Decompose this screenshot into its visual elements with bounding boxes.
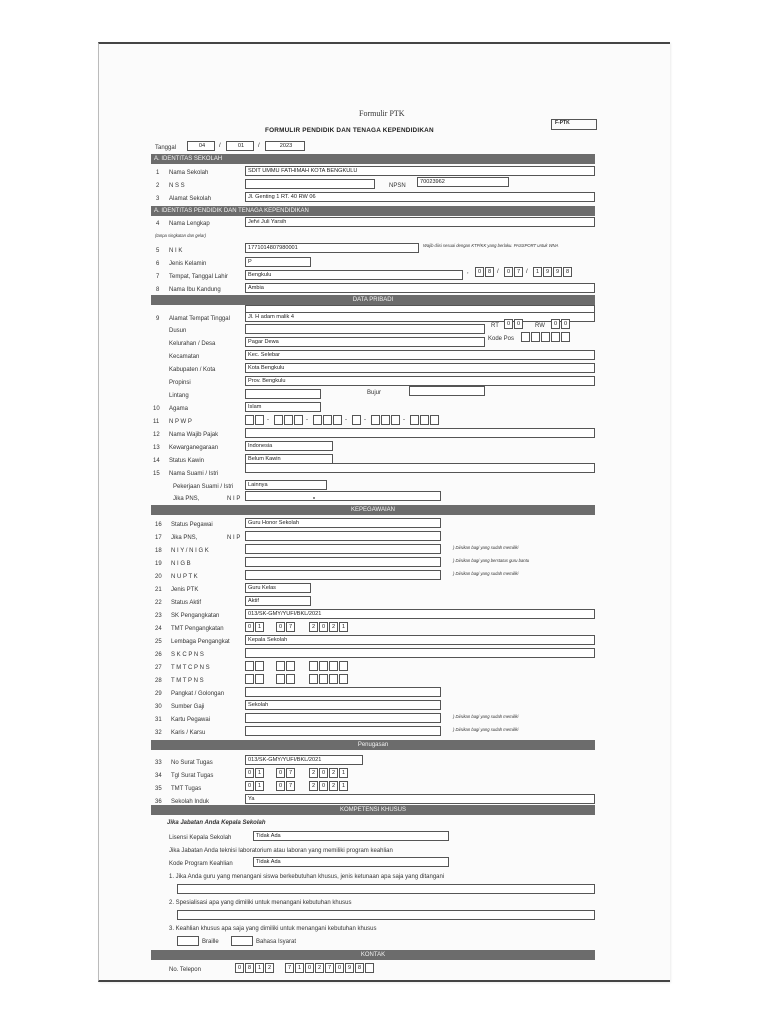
birth-place-field[interactable]: Bengkulu (245, 270, 463, 280)
rt-label: RT (491, 323, 499, 329)
assignment-date-label: Tgl Surat Tugas (171, 773, 214, 779)
row-number: 14 (153, 458, 160, 464)
rw-digit[interactable]: 0 (561, 319, 570, 329)
tmt-digit[interactable]: 2 (329, 622, 338, 632)
tmt-pns-digit[interactable] (245, 674, 254, 684)
date-slash: / (219, 143, 221, 149)
kabupaten-field[interactable]: Kota Bengkulu (245, 363, 595, 373)
form-paper (98, 42, 670, 982)
salary-source-label: Sumber Gaji (171, 704, 205, 710)
rt-digit[interactable]: 0 (514, 319, 523, 329)
tmt-digit[interactable]: 0 (245, 622, 254, 632)
tmt-cpns-digit[interactable] (319, 661, 328, 671)
sign-language-checkbox[interactable] (231, 936, 253, 946)
birth-year-digit[interactable]: 8 (563, 267, 572, 277)
dusun-field[interactable] (245, 324, 485, 334)
row-number: 29 (155, 691, 162, 697)
specialization-question: 2. Spesialisasi apa yang dimiliki untuk menangani kebutuhan khusus (169, 900, 352, 906)
postal-digit[interactable] (531, 332, 540, 342)
section-header-competency: KOMPETENSI KHUSUS (151, 805, 595, 815)
npwp-separator: - (267, 417, 269, 423)
gender-field[interactable]: P (245, 257, 311, 267)
appointing-body-field[interactable]: Kepala Sekolah (245, 635, 595, 645)
row-number: 21 (155, 587, 162, 593)
tmt-cpns-digit[interactable] (255, 661, 264, 671)
school-name-field[interactable]: SDIT UMMU FATHIMAH KOTA BENGKULU (245, 166, 595, 176)
rank-field[interactable] (245, 687, 441, 697)
date-year-field[interactable]: 2023 (265, 141, 305, 151)
assignment-date-digit[interactable]: 7 (286, 768, 295, 778)
section-header-employment: KEPEGAWAIAN (151, 505, 595, 515)
kabupaten-label: Kabupaten / Kota (169, 367, 216, 373)
karis-label: Karis / Karsu (171, 730, 206, 736)
tmt-digit[interactable]: 0 (319, 622, 328, 632)
tmt-pns-digit[interactable] (309, 674, 318, 684)
bujur-label: Bujur (367, 390, 382, 396)
sk-appointment-label: SK Pengangkatan (171, 613, 220, 619)
tmt-cpns-digit[interactable] (276, 661, 285, 671)
spouse-pns-label: Jika PNS, (173, 496, 200, 502)
spouse-name-label: Nama Suami / Istri (169, 471, 219, 477)
tmt-cpns-digit[interactable] (309, 661, 318, 671)
nip-label: N I P (227, 535, 241, 541)
braille-label: Braille (202, 939, 219, 945)
tmt-cpns-digit[interactable] (286, 661, 295, 671)
rt-digit[interactable]: 0 (504, 319, 513, 329)
form-title: FORMULIR PENDIDIK DAN TENAGA KEPENDIDIKAN (265, 127, 434, 134)
spouse-nip-field[interactable] (245, 491, 441, 501)
ptk-type-field[interactable]: Guru Kelas (245, 583, 311, 593)
tmt-pns-digit[interactable] (255, 674, 264, 684)
phone-digit[interactable]: 1 (255, 963, 264, 973)
date-day-field[interactable]: 04 (187, 141, 215, 151)
form-code: F-PTK (551, 119, 597, 130)
birth-year-digit[interactable]: 9 (543, 267, 552, 277)
pns-label: Jika PNS, (171, 535, 198, 541)
row-number: 17 (155, 535, 162, 541)
postal-code-label: Kode Pos (488, 336, 515, 342)
kelurahan-field[interactable]: Pagar Dewa (245, 337, 485, 347)
row-number: 13 (153, 445, 160, 451)
birth-day-digit[interactable]: 8 (485, 267, 494, 277)
assignment-date-digit[interactable]: 1 (339, 768, 348, 778)
assignment-letter-label: No Surat Tugas (171, 760, 213, 766)
tmt-pns-digit[interactable] (286, 674, 295, 684)
npwp-digit[interactable] (371, 415, 380, 425)
employee-status-field[interactable]: Guru Honor Sekolah (245, 518, 441, 528)
spouse-name-field[interactable] (245, 463, 595, 473)
postal-digit[interactable] (561, 332, 570, 342)
program-code-label: Kode Program Keahlian (169, 861, 233, 867)
assignment-date-digit[interactable]: 1 (255, 768, 264, 778)
employee-card-label: Kartu Pegawai (171, 717, 211, 723)
kelurahan-label: Kelurahan / Desa (169, 341, 216, 347)
tmt-cpns-digit[interactable] (245, 661, 254, 671)
tmt-assignment-digit[interactable]: 0 (319, 781, 328, 791)
nigb-note: ) Diisikan bagi yang berstatus guru bantu (453, 558, 530, 563)
row-number: 30 (155, 704, 162, 710)
phone-digit[interactable]: 2 (315, 963, 324, 973)
spouse-job-label: Pekerjaan Suami / Istri (173, 484, 234, 490)
row-number: 2 (156, 183, 160, 189)
assignment-date-digit[interactable]: 2 (329, 768, 338, 778)
school-address-field[interactable]: Jl. Genting 1 RT. 40 RW 06 (245, 192, 595, 202)
niy-label: N I Y / N I G K (171, 548, 209, 554)
npwp-separator: - (306, 417, 308, 423)
npwp-digit[interactable] (410, 415, 419, 425)
full-name-label: Nama Lengkap (169, 221, 210, 227)
rw-digit[interactable]: 0 (551, 319, 560, 329)
specialization-field[interactable] (177, 910, 595, 920)
school-address-label: Alamat Sekolah (169, 196, 212, 202)
row-number: 28 (155, 678, 162, 684)
marital-status-field[interactable]: Belum Kawin (245, 454, 333, 464)
birth-label: Tempat, Tanggal Lahir (169, 274, 228, 280)
lintang-field[interactable] (245, 389, 321, 399)
tmt-assignment-digit[interactable]: 1 (255, 781, 264, 791)
tmt-assignment-digit[interactable]: 2 (309, 781, 318, 791)
license-field[interactable]: Tidak Ada (253, 831, 449, 841)
parent-school-label: Sekolah Induk (171, 799, 210, 805)
ink-dot (313, 497, 315, 499)
row-number: 9 (156, 316, 160, 322)
active-status-field[interactable]: Aktif (245, 596, 311, 606)
kecamatan-field[interactable]: Kec. Selebar (245, 350, 595, 360)
gender-label: Jenis Kelamin (169, 261, 207, 267)
row-number: 36 (155, 799, 162, 805)
npwp-digit[interactable] (333, 415, 342, 425)
nik-note: Wajib diisi sesuai dengan KTP/KK yang berlaku. PASSPORT untuk WNA (423, 243, 559, 248)
row-number: 33 (155, 760, 162, 766)
phone-digit[interactable]: 0 (335, 963, 344, 973)
special-needs-field[interactable] (177, 884, 595, 894)
mother-name-label: Nama Ibu Kandung (169, 287, 221, 293)
employee-status-label: Status Pegawai (171, 522, 213, 528)
nuptk-note: ) Diisikan bagi yang sudah memiliki (453, 571, 519, 576)
npwp-label: N P W P (169, 419, 192, 425)
tmt-assignment-digit[interactable]: 0 (276, 781, 285, 791)
religion-field[interactable]: Islam (245, 402, 321, 412)
phone-digit[interactable]: 0 (305, 963, 314, 973)
assignment-date-digit[interactable]: 0 (276, 768, 285, 778)
tmt-digit[interactable]: 1 (255, 622, 264, 632)
row-number: 18 (155, 548, 162, 554)
birth-month-digit[interactable]: 7 (514, 267, 523, 277)
appointing-body-label: Lembaga Pengangkat (171, 639, 230, 645)
assignment-date-digit[interactable]: 0 (245, 768, 254, 778)
birth-day-digit[interactable]: 0 (475, 267, 484, 277)
npwp-digit[interactable] (420, 415, 429, 425)
row-number: 4 (156, 221, 160, 227)
row-number: 16 (155, 522, 162, 528)
tmt-cpns-digit[interactable] (339, 661, 348, 671)
spouse-nip-label: N I P (227, 496, 241, 502)
phone-digit[interactable] (365, 963, 374, 973)
marital-status-label: Status Kawin (169, 458, 205, 464)
lab-question: Jika Jabatan Anda teknisi laboratorium atau laboran yang memiliki program keahlian (169, 848, 393, 854)
nik-label: N I K (169, 248, 183, 254)
tmt-digit[interactable]: 1 (339, 622, 348, 632)
assignment-date-digit[interactable]: 0 (319, 768, 328, 778)
address-label: Alamat Tempat Tinggal (169, 316, 230, 322)
npwp-digit[interactable] (313, 415, 322, 425)
npwp-digit[interactable] (245, 415, 254, 425)
dusun-label: Dusun (169, 328, 187, 334)
birth-separator: , (467, 269, 469, 275)
assignment-letter-field[interactable]: 013/SK-GMY/YUFI/BKL/2021 (245, 755, 363, 765)
tmt-assignment-digit[interactable]: 0 (245, 781, 254, 791)
npwp-digit[interactable] (294, 415, 303, 425)
birth-slash: / (526, 269, 528, 275)
tmt-pns-digit[interactable] (276, 674, 285, 684)
phone-digit[interactable]: 8 (245, 963, 254, 973)
tmt-assignment-label: TMT Tugas (171, 786, 202, 792)
taxpayer-name-field[interactable] (245, 428, 595, 438)
tmt-assignment-digit[interactable]: 1 (339, 781, 348, 791)
npwp-separator: - (403, 417, 405, 423)
row-number: 32 (155, 730, 162, 736)
parent-school-field[interactable]: Ya (245, 794, 595, 804)
mother-name-field[interactable]: Ambia (245, 283, 595, 293)
special-needs-question: 1. Jika Anda guru yang menangani siswa berkebutuhan khusus, jenis ketunaan apa saja yang ditangani (169, 874, 445, 880)
birth-year-digit[interactable]: 9 (553, 267, 562, 277)
nip-field[interactable] (245, 531, 441, 541)
row-number: 6 (156, 261, 160, 267)
tmt-pns-digit[interactable] (319, 674, 328, 684)
row-number: 27 (155, 665, 162, 671)
taxpayer-name-label: Nama Wajib Pajak (169, 432, 219, 438)
license-label: Lisensi Kepala Sekolah (169, 835, 232, 841)
tmt-pns-digit[interactable] (339, 674, 348, 684)
section-header-personnel: A. IDENTITAS PENDIDIK DAN TENAGA KEPENDIDIKAN (151, 206, 595, 216)
spouse-job-field[interactable]: Lainnya (245, 480, 327, 490)
tmt-cpns-digit[interactable] (329, 661, 338, 671)
nuptk-field[interactable] (245, 570, 441, 580)
row-number: 20 (155, 574, 162, 580)
npsn-label: NPSN (389, 183, 406, 189)
row-number: 31 (155, 717, 162, 723)
npwp-separator: - (345, 417, 347, 423)
ptk-type-label: Jenis PTK (171, 587, 199, 593)
tmt-pns-digit[interactable] (329, 674, 338, 684)
employee-card-field[interactable] (245, 713, 441, 723)
tmt-assignment-digit[interactable]: 2 (329, 781, 338, 791)
special-skills-question: 3. Keahlian khusus apa saja yang dimiliki untuk menangani kebutuhan khusus (169, 926, 377, 932)
full-name-hint: (tanpa singkatan dan gelar) (155, 233, 206, 238)
row-number: 12 (153, 432, 160, 438)
propinsi-field[interactable]: Prov. Bengkulu (245, 376, 595, 386)
lintang-label: Lintang (169, 393, 189, 399)
postal-digit[interactable] (551, 332, 560, 342)
postal-digit[interactable] (541, 332, 550, 342)
tmt-appointment-label: TMT Pengangkatan (171, 626, 224, 632)
npwp-digit[interactable] (323, 415, 332, 425)
braille-checkbox[interactable] (177, 936, 199, 946)
sk-appointment-field[interactable]: 013/SK-GMY/YUFI/BKL/2021 (245, 609, 595, 619)
phone-digit[interactable]: 7 (285, 963, 294, 973)
phone-label: No. Telepon (169, 967, 201, 973)
section-header-personal: DATA PRIBADI (151, 295, 595, 305)
rw-label: RW (535, 323, 545, 329)
nuptk-label: N U P T K (171, 574, 198, 580)
row-number: 35 (155, 786, 162, 792)
doc-title: Formulir PTK (359, 109, 405, 118)
npwp-digit[interactable] (255, 415, 264, 425)
tmt-pns-label: T M T P N S (171, 678, 204, 684)
phone-digit[interactable]: 2 (265, 963, 274, 973)
nigb-label: N I G B (171, 561, 191, 567)
row-number: 26 (155, 652, 162, 658)
niy-field[interactable] (245, 544, 441, 554)
tmt-cpns-label: T M T C P N S (171, 665, 210, 671)
row-number: 15 (153, 471, 160, 477)
npwp-digit[interactable] (274, 415, 283, 425)
row-number: 22 (155, 600, 162, 606)
npwp-separator: - (364, 417, 366, 423)
competency-subtitle: Jika Jabatan Anda Kepala Sekolah (167, 820, 266, 826)
tmt-digit[interactable]: 7 (286, 622, 295, 632)
npwp-digit[interactable] (391, 415, 400, 425)
active-status-label: Status Aktif (171, 600, 202, 606)
birth-month-digit[interactable]: 0 (504, 267, 513, 277)
karis-note: ) Diisikan bagi yang sudah memiliki (453, 727, 519, 732)
propinsi-label: Propinsi (169, 380, 191, 386)
program-code-field[interactable]: Tidak Ada (253, 857, 449, 867)
section-header-assignment: Penugasan (151, 740, 595, 750)
row-number: 24 (155, 626, 162, 632)
phone-digit[interactable]: 7 (325, 963, 334, 973)
karis-field[interactable] (245, 726, 441, 736)
row-number: 8 (156, 287, 160, 293)
npwp-digit[interactable] (352, 415, 361, 425)
sk-cpns-label: S K C P N S (171, 652, 204, 658)
tmt-digit[interactable]: 0 (276, 622, 285, 632)
sk-cpns-field[interactable] (245, 648, 595, 658)
assignment-date-digit[interactable]: 2 (309, 768, 318, 778)
salary-source-field[interactable]: Sekolah (245, 700, 441, 710)
date-label: Tanggal (155, 145, 177, 151)
birth-slash: / (497, 269, 499, 275)
bujur-field[interactable] (409, 386, 485, 396)
npwp-digit[interactable] (381, 415, 390, 425)
address-field[interactable]: Jl. H adam malik 4 (245, 312, 595, 322)
npwp-digit[interactable] (430, 415, 439, 425)
citizenship-field[interactable]: Indonesia (245, 441, 333, 451)
citizenship-label: Kewarganegaraan (169, 445, 219, 451)
employee-card-note: ) Diisikan bagi yang sudah memiliki (453, 714, 519, 719)
section-header-contact: KONTAK (151, 950, 595, 960)
row-number: 11 (153, 419, 160, 425)
row-number: 23 (155, 613, 162, 619)
school-name-label: Nama Sekolah (169, 170, 209, 176)
niy-note: ) Diisikan bagi yang sudah memiliki (453, 545, 519, 550)
npsn-field[interactable]: 70023962 (417, 177, 509, 187)
tmt-digit[interactable]: 2 (309, 622, 318, 632)
nigb-field[interactable] (245, 557, 441, 567)
phone-digit[interactable]: 1 (295, 963, 304, 973)
section-header-school: A. IDENTITAS SEKOLAH (151, 154, 595, 164)
row-number: 34 (155, 773, 162, 779)
tmt-assignment-digit[interactable]: 7 (286, 781, 295, 791)
nss-label: N S S (169, 183, 185, 189)
phone-digit[interactable]: 0 (235, 963, 244, 973)
date-month-field[interactable]: 01 (226, 141, 254, 151)
birth-year-digit[interactable]: 1 (533, 267, 542, 277)
date-slash: / (258, 143, 260, 149)
row-number: 25 (155, 639, 162, 645)
nik-field[interactable]: 1771014807980001 (245, 243, 419, 253)
row-number: 1 (156, 170, 160, 176)
full-name-field[interactable]: Jefvi Juli Yarsih (245, 217, 595, 227)
npwp-digit[interactable] (284, 415, 293, 425)
row-number: 10 (153, 406, 160, 412)
phone-digit[interactable]: 9 (345, 963, 354, 973)
sign-language-label: Bahasa Isyarat (256, 939, 297, 945)
row-number: 3 (156, 196, 160, 202)
nss-field[interactable] (245, 179, 375, 189)
row-number: 7 (156, 274, 160, 280)
postal-digit[interactable] (521, 332, 530, 342)
religion-label: Agama (169, 406, 189, 412)
row-number: 5 (156, 248, 160, 254)
row-number: 19 (155, 561, 162, 567)
phone-digit[interactable]: 8 (355, 963, 364, 973)
rank-label: Pangkat / Golongan (171, 691, 225, 697)
kecamatan-label: Kecamatan (169, 354, 200, 360)
